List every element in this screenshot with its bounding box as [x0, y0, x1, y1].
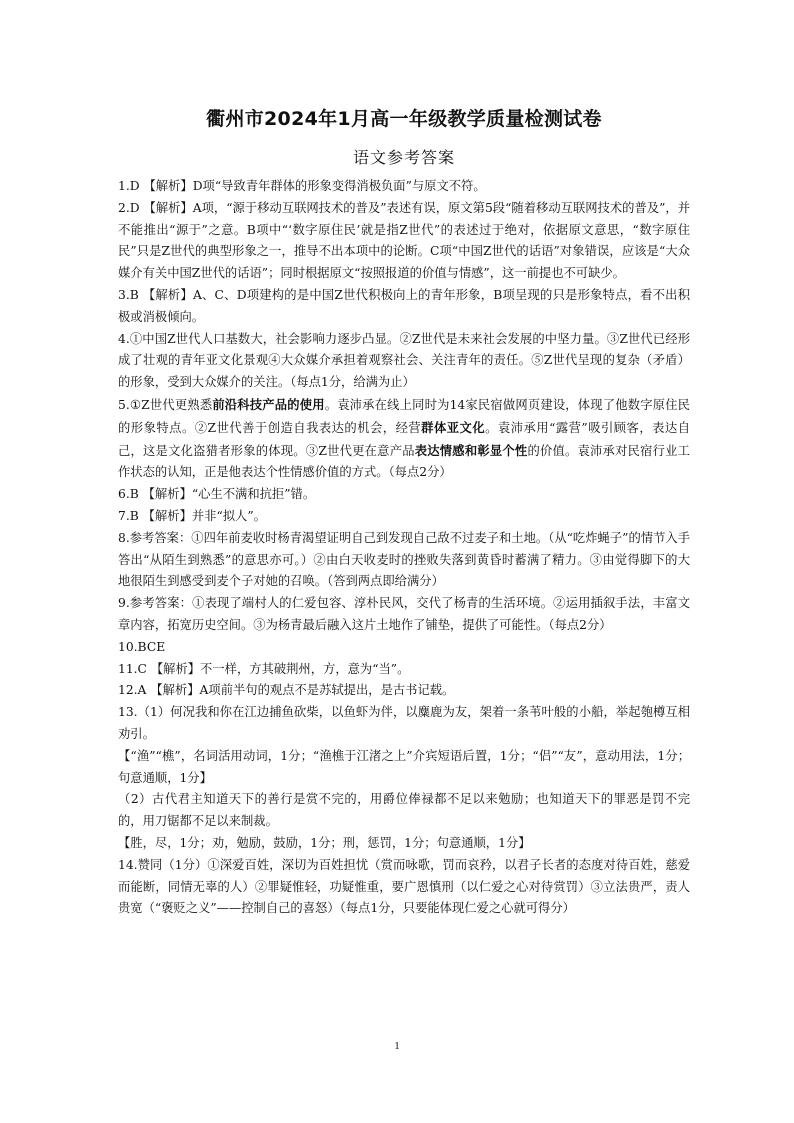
answer-q14: 14.赞同（1分）①深爱百姓，深切为百姓担忧（赏而咏歌，罚而哀矜，以君子长者的态度对待百姓，慈爱而能断，同情无辜的人）②罪疑惟轻，功疑惟重，要广恩慎刑（以仁爱之心对待赏罚）③立法贵严，责人贵宽（“褒贬之义”——控制自己的喜怒）（每点1分，只要能体现仁爱之心就可得分） [118, 857, 690, 916]
answer-key-subtitle: 语文参考答案 [352, 148, 455, 167]
answer-q13-2-scoring: 【胜，尽，1分；劝，勉励，鼓励，1分；刑，惩罚，1分；句意通顺，1分】 [118, 835, 531, 850]
answer-q5 [118, 394, 690, 484]
answer-q5-text-2: 。袁沛承在线上同时为14家民宿做网页建设，体现了他数字原住民的形象特点。②Z世代善于创造自我表达的机会，经营 [118, 397, 690, 435]
page-number: 1 [394, 1040, 400, 1052]
answer-q5-text-3: 。袁沛承用“露营”吸引顾客，表达自己，这是文化盗猎者形象的体现。③Z世代更在意产品 [118, 420, 691, 458]
answer-q5-keyword-2: 群体亚文化 [421, 419, 486, 435]
answer-q13-2: （2）古代君主知道天下的善行是赏不完的，用爵位俸禄都不足以来勉励；也知道天下的罪恶是罚不完的，用刀锯都不足以来制裁。 [118, 792, 690, 829]
answer-list [118, 176, 690, 920]
answer-q3: 3.B 【解析】A、C、D项建构的是中国Z世代积极向上的青年形象，B项呈现的只是形象特点，看不出积极或消极倾向。 [118, 287, 690, 324]
answer-q4: 4.①中国Z世代人口基数大，社会影响力逐步凸显。②Z世代是未来社会发展的中坚力量。③Z世代已经形成了壮观的青年亚文化景观④大众媒介承担着观察社会、关注青年的责任。⑤Z世代呈现的复杂（矛盾）的形象，受到大众媒介的关注。（每点1分，给满为止） [118, 331, 690, 390]
answer-q8: 8.参考答案：①四年前麦收时杨青渴望证明自己到发现自己敌不过麦子和土地。（从“吃炸蝇子”的情节入手答出“从陌生到熟悉”的意思亦可。）②由白天收麦时的挫败失落到黄昏时蓄满了精力。③由觉得脚下的大地很陌生到感受到麦个子对她的召唤。（答到两点即给满分） [118, 530, 690, 589]
exam-title: 衢州市2024年1月高一年级教学质量检测试卷 [206, 108, 602, 130]
answer-q12: 12.A 【解析】A项前半句的观点不是苏轼提出，是古书记载。 [118, 683, 455, 698]
answer-q2: 2.D 【解析】A项，“源于移动互联网技术的普及”表述有误，原文第5段“随着移动互联网技术的普及”，并不能推出“源于”之意。B项中“‘数字原住民’就是指Z世代”的表述过于绝对，依据原文意思，“数字原住民”只是Z世代的典型形象之一，推导不出本项中的论断。C项“中国Z世代的话语”对象错误，应该是“大众媒介有关中国Z世代的话语”；同时根据原文“按照报道的价值与情感”，这一前提也不可缺少。 [118, 200, 690, 281]
answer-q6: 6.B 【解析】“心生不满和抗拒”错。 [118, 487, 316, 502]
answer-q7: 7.B 【解析】并非“拟人”。 [118, 508, 266, 523]
answer-q5-text-4: 的价值。袁沛承对民宿行业工作状态的认知，正是他表达个性情感价值的方式。（每点2分） [118, 443, 690, 480]
answer-q5-keyword-3: 表达情感和彰显个性 [414, 442, 528, 458]
answer-q13-1: 13.（1）何况我和你在江边捕鱼砍柴，以鱼虾为伴，以麋鹿为友，架着一条苇叶般的小船，举起匏樽互相劝引。 [118, 705, 690, 741]
answer-q10: 10.BCE [118, 639, 166, 654]
answer-q9: 9.参考答案：①表现了端村人的仁爱包容、淳朴民风，交代了杨青的生活环境。②运用插叙手法，丰富文章内容，拓宽历史空间。③为杨青最后融入这片土地作了铺垫，提供了可能性。（每点2分） [118, 596, 690, 632]
answer-q5-keyword-1: 前沿科技产品的使用 [212, 396, 325, 412]
answer-q5-text-1: 5.①Z世代更熟悉 [118, 397, 213, 412]
answer-q11: 11.C 【解析】不一样，方其破荆州，方，意为“当”。 [118, 661, 410, 676]
answer-q1: 1.D 【解析】D项“导致青年群体的形象变得消极负面”与原文不符。 [118, 179, 486, 193]
answer-q13-1-scoring: 【“渔”“樵”，名词活用动词，1分；“渔樵于江渚之上”介宾短语后置，1分；“侣”“友”，意动用法，1分；句意通顺，1分】 [118, 748, 690, 785]
